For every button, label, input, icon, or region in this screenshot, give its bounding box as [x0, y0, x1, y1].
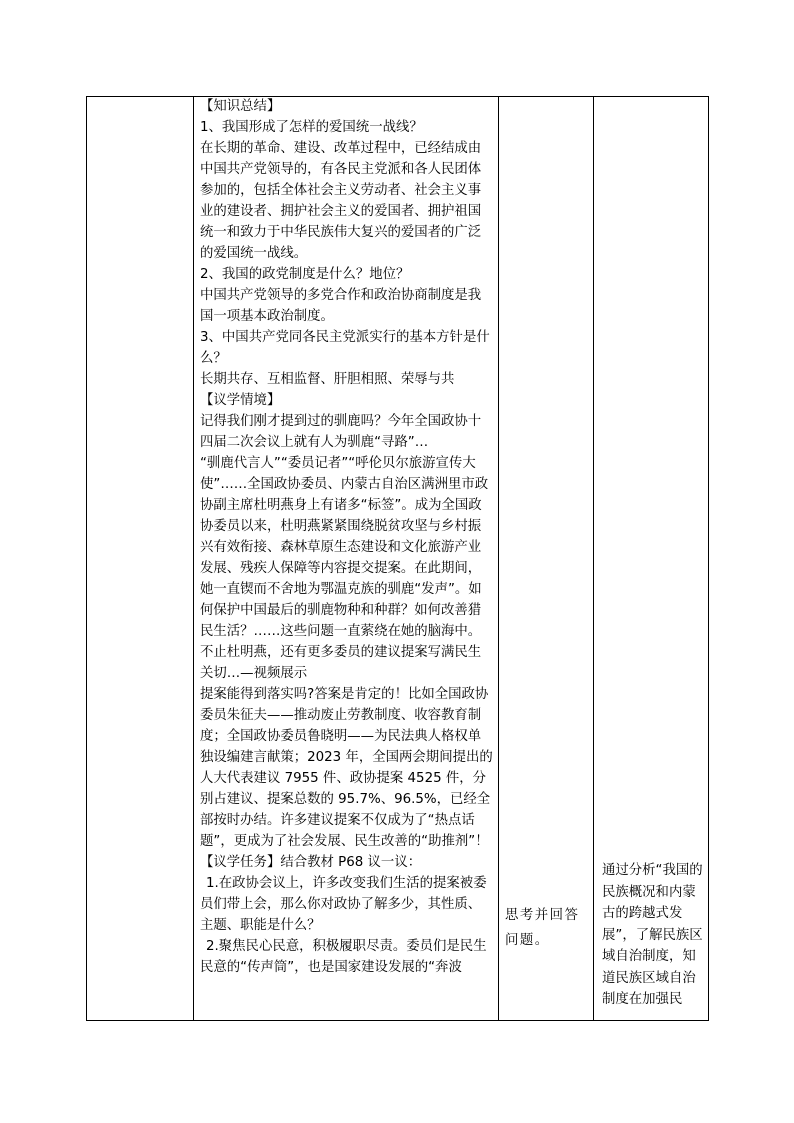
- student-activity-cell: [499, 97, 594, 1021]
- question-1: 1、我国形成了怎样的爱国统一战线？: [200, 120, 423, 135]
- situation-story: “驯鹿代言人”“委员记者”“呼伦贝尔旅游宣传大使”……全国政协委员、内蒙古自治区满洲里市政协副主席杜明燕身上有诸多“标签”。成为全国政协委员以来，杜明燕紧紧围绕脱贫攻坚与乡村振兴有效衔接、森林草原生态建设和文化旅游产业发展、残疾人保障等内容提交提案。在此期间，她一直锲而不舍地为鄂温克族的驯鹿“发声”。如何保护中国最后的驯鹿物种和种群？如何改善猎民生活？……这些问题一直萦绕在她的脑海中。: [200, 456, 489, 639]
- answer-1: 在长期的革命、建设、改革过程中，已经结成由中国共产党领导的，有各民主党派和各人民团体参加的，包括全体社会主义劳动者、社会主义事业的建设者、拥护社会主义的爱国者、拥护祖国统一和致力于中华民族伟大复兴的爱国者的广泛的爱国统一战线。: [200, 141, 482, 261]
- situation-intro: 记得我们刚才提到过的驯鹿吗？今年全国政协十四届二次会议上就有人为驯鹿“寻路”…: [200, 414, 482, 450]
- answer-3: 长期共存、互相监督、肝胆相照、荣辱与共: [200, 372, 455, 387]
- student-activity-text: 思考并回答问题。: [505, 908, 580, 948]
- task-item-1: 1.在政协会议上，许多改变我们生活的提案被委员们带上会，那么你对政协了解多少，其性质、主题、职能是什么？: [200, 876, 487, 933]
- answer-2: 中国共产党领导的多党合作和政治协商制度是我国一项基本政治制度。: [200, 288, 482, 324]
- design-intent-text: 通过分析“我国的民族概况和内蒙古的跨越式发展”，了解民族区域自治制度，知道民族区域自治制度在加强民: [602, 863, 703, 1007]
- situation-proposal-results: 提案能得到落实吗?答案是肯定的！比如全国政协委员朱征夫——推动废止劳教制度、收容教育制度；全国政协委员鲁晓明——为民法典人格权单独设编建言献策；2023 年，全国两会期间提出的人大代表建议 7955 件、政协提案 4525 件，分别占建议、提案总数的 95.7%、96.5%，已经全部按时办结。许多建议提案不仅成为了“热点话题”，更成为了社会发展、民生改善的“助推剂”！: [200, 687, 493, 849]
- design-intent-cell: [594, 97, 709, 1021]
- situation-video-note: 不止杜明燕，还有更多委员的建议提案写满民生关切…—视频展示: [200, 645, 482, 681]
- teaching-content-cell: [194, 97, 499, 1021]
- section-heading-knowledge-summary: 【知识总结】: [200, 99, 281, 114]
- stage-cell: [87, 97, 194, 1021]
- section-heading-task: 【议学任务】结合教材 P68 议一议：: [200, 855, 422, 870]
- question-2: 2、我国的政党制度是什么？地位？: [200, 267, 410, 282]
- lesson-plan-table: [86, 96, 709, 1021]
- task-item-2: 2.聚焦民心民意，积极履职尽责。委员们是民生民意的“传声筒”，也是国家建设发展的“奔波: [200, 939, 487, 975]
- question-3: 3、中国共产党同各民主党派实行的基本方针是什么？: [200, 330, 490, 366]
- table-row: [87, 97, 709, 1021]
- section-heading-situation: 【议学情境】: [200, 393, 281, 408]
